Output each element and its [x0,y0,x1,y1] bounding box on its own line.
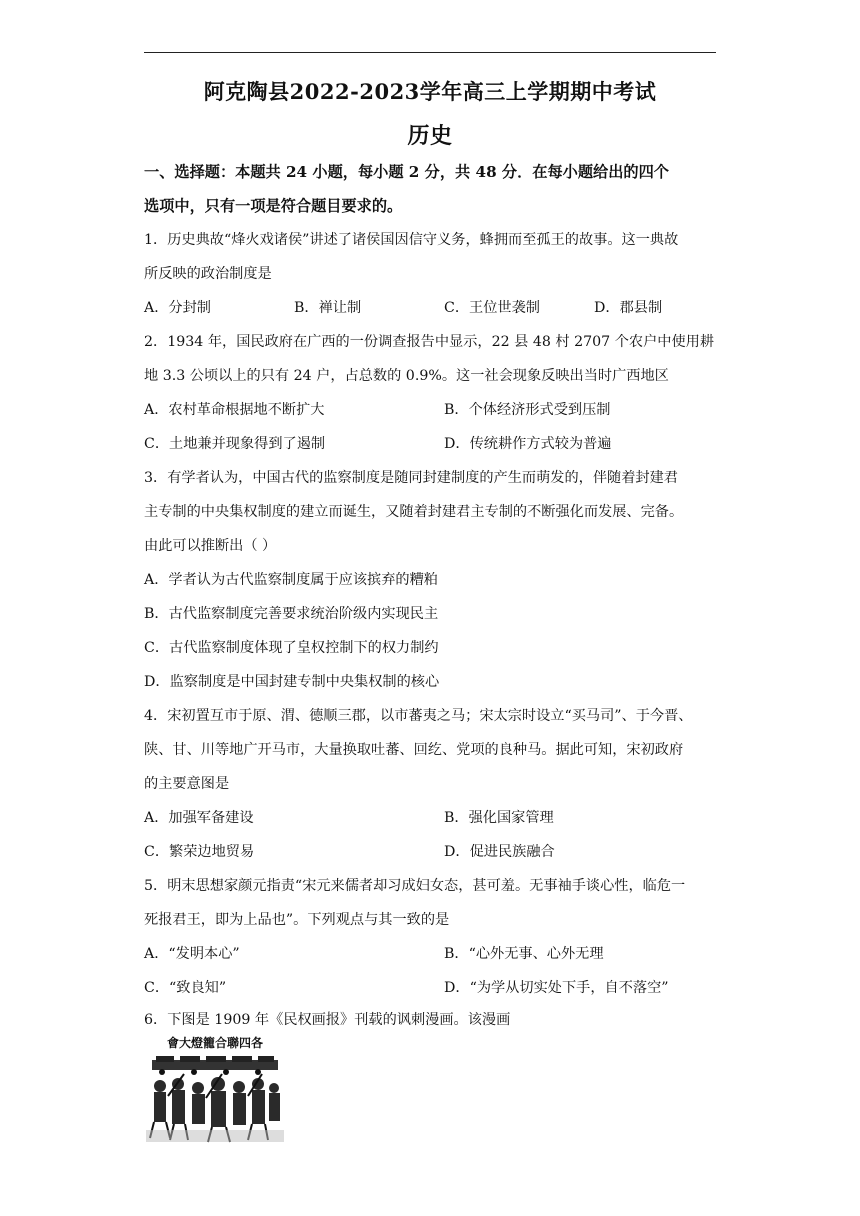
q1-stem-line1: 1．历史典故“烽火戏诸侯”讲述了诸侯国因信守义务，蜂拥而至孤王的故事。这一典故 [144,232,679,248]
q1-option-b: B．禅让制 [294,300,362,316]
q2-option-b: B．个体经济形式受到压制 [444,402,611,418]
q2-option-c: C．土地兼并现象得到了遏制 [144,436,326,452]
q1-option-c: C．王位世袭制 [444,300,540,316]
q2-stem-line2: 地 3.3 公顷以上的只有 24 户，占总数的 0.9%。这一社会现象反映出当时广西地区 [144,368,669,384]
q4-option-a: A．加强军备建设 [144,810,254,826]
q4-option-d: D．促进民族融合 [444,844,555,860]
q3-stem-line3: 由此可以推断出（ ） [144,538,277,554]
section-heading-line1: 一、选择题：本题共 24 小题，每小题 2 分，共 48 分．在每小题给出的四个 [144,163,669,181]
q5-option-d: D．“为学从切实处下手，自不落空” [444,980,669,996]
q5-option-a: A．“发明本心” [144,946,240,962]
q4-option-c: C．繁荣边地贸易 [144,844,255,860]
q1-option-d: D．郡县制 [594,300,663,316]
q2-option-d: D．传统耕作方式较为普遍 [444,436,612,452]
q2-option-a: A．农村革命根据地不断扩大 [144,402,325,418]
q5-option-b: B．“心外无事、心外无理 [444,946,604,962]
subject-title: 历史 [407,123,453,149]
satirical-cartoon-image [144,1034,286,1146]
q5-option-c: C．“致良知” [144,980,227,996]
q4-option-b: B．强化国家管理 [444,810,554,826]
q4-stem-line2: 陕、甘、川等地广开马市，大量换取吐蕃、回纥、党项的良种马。据此可知，宋初政府 [144,742,684,758]
q4-stem-line3: 的主要意图是 [144,776,230,792]
q1-stem-line2: 所反映的政治制度是 [144,266,272,282]
q3-option-b: B．古代监察制度完善要求统治阶级内实现民主 [144,606,439,622]
cartoon-caption: 會大燈籠合聯四各 [166,1036,264,1050]
q4-stem-line1: 4．宋初置互市于原、渭、德顺三郡，以市蕃夷之马；宋太宗时设立“买马司”、于今晋、 [144,708,693,724]
q1-option-a: A．分封制 [144,300,211,316]
q5-stem-line1: 5．明末思想家颜元指责“宋元来儒者却习成妇女态，甚可羞。无事袖手谈心性，临危一 [144,878,686,894]
section-heading-line2: 选项中，只有一项是符合题目要求的。 [144,197,403,215]
q3-option-c: C．古代监察制度体现了皇权控制下的权力制约 [144,640,439,656]
q3-option-a: A．学者认为古代监察制度属于应该摈弃的糟粕 [144,572,438,588]
q6-stem-line1: 6．下图是 1909 年《民权画报》刊载的讽刺漫画。该漫画 [144,1012,511,1028]
q5-stem-line2: 死报君王，即为上品也”。下列观点与其一致的是 [144,912,450,928]
q2-stem-line1: 2．1934 年，国民政府在广西的一份调查报告中显示，22 县 48 村 2707 个农户中使用耕 [144,334,715,350]
exam-title: 阿克陶县2022-2023学年高三上学期期中考试 [203,79,657,104]
q3-stem-line1: 3．有学者认为，中国古代的监察制度是随同封建制度的产生而萌发的，伴随着封建君 [144,470,678,486]
header-rule [144,52,716,53]
q3-option-d: D．监察制度是中国封建专制中央集权制的核心 [144,674,440,690]
q3-stem-line2: 主专制的中央集权制度的建立而诞生，又随着封建君主专制的不断强化而发展、完备。 [144,504,684,520]
